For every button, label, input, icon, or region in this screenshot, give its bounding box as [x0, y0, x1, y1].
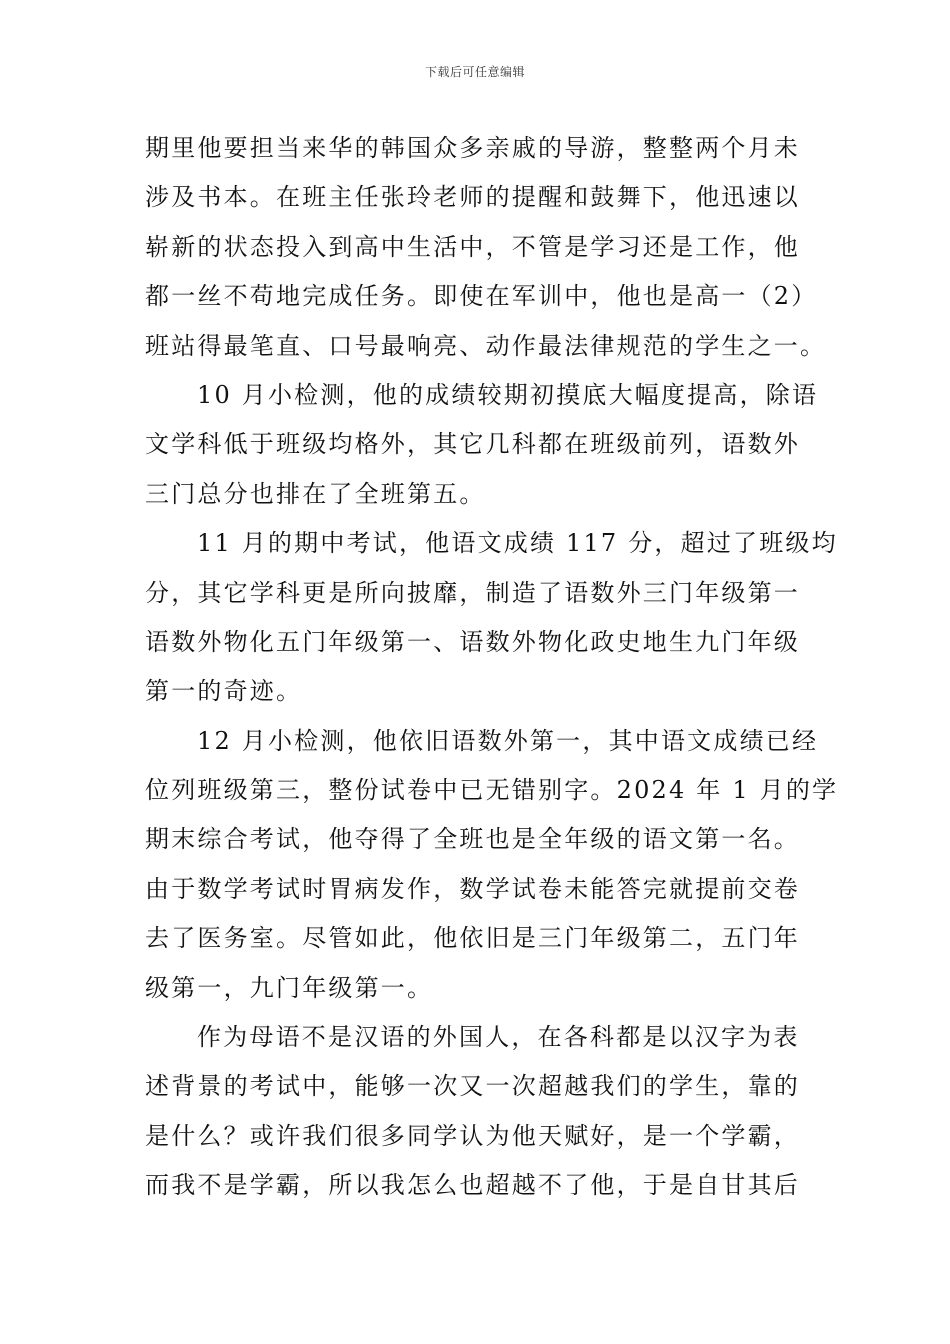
document-body [145, 124, 839, 1211]
page-header: 下载后可任意编辑 [424, 65, 525, 79]
text-line: 12 月小检测，他依旧语数外第一，其中语文成绩已经 [197, 726, 819, 755]
text-line: 期里他要担当来华的韩国众多亲戚的导游，整整两个月未 [145, 134, 800, 162]
paragraph [145, 124, 827, 371]
text-line: 都一丝不苟地完成任务。即使在军训中，他也是高一（2） [145, 282, 818, 311]
text-line: 涉及书本。在班主任张玲老师的提醒和鼓舞下，他迅速以 [145, 183, 800, 212]
paragraph [145, 519, 838, 717]
text-line: 作为母语不是汉语的外国人，在各科都是以汉字为表 [197, 1023, 800, 1052]
text-line: 位列班级第三，整份试卷中已无错别字。2024 年 1 月的学 [145, 776, 839, 805]
paragraph [145, 371, 819, 519]
text-line: 去了医务室。尽管如此，他依旧是三门年级第二，五门年 [145, 924, 800, 953]
text-line: 期末综合考试，他夺得了全班也是全年级的语文第一名。 [145, 825, 800, 854]
text-line: 分，其它学科更是所向披靡，制造了语数外三门年级第一 [145, 578, 800, 607]
text-line: 是什么？或许我们很多同学认为他天赋好，是一个学霸， [145, 1121, 800, 1150]
text-line: 11 月的期中考试，他语文成绩 117 分，超过了班级均 [197, 529, 838, 558]
text-line: 班站得最笔直、口号最响亮、动作最法律规范的学生之一。 [145, 331, 827, 360]
text-line: 10 月小检测，他的成绩较期初摸底大幅度提高，除语 [197, 380, 819, 409]
text-line: 第一的奇迹。 [145, 677, 303, 706]
text-line: 而我不是学霸，所以我怎么也超越不了他，于是自甘其后 [145, 1171, 800, 1200]
text-line: 由于数学考试时胃病发作，数学试卷未能答完就提前交卷 [145, 874, 800, 903]
text-line: 文学科低于班级均格外，其它几科都在班级前列，语数外 [145, 430, 800, 459]
text-line: 语数外物化五门年级第一、语数外物化政史地生九门年级 [145, 627, 800, 656]
text-line: 述背景的考试中，能够一次又一次超越我们的学生，靠的 [145, 1072, 800, 1101]
text-line: 崭新的状态投入到高中生活中，不管是学习还是工作，他 [145, 232, 800, 261]
paragraph [145, 1013, 807, 1211]
text-line: 级第一，九门年级第一。 [145, 973, 434, 1002]
text-line: 三门总分也排在了全班第五。 [145, 479, 486, 508]
paragraph [145, 717, 839, 1013]
